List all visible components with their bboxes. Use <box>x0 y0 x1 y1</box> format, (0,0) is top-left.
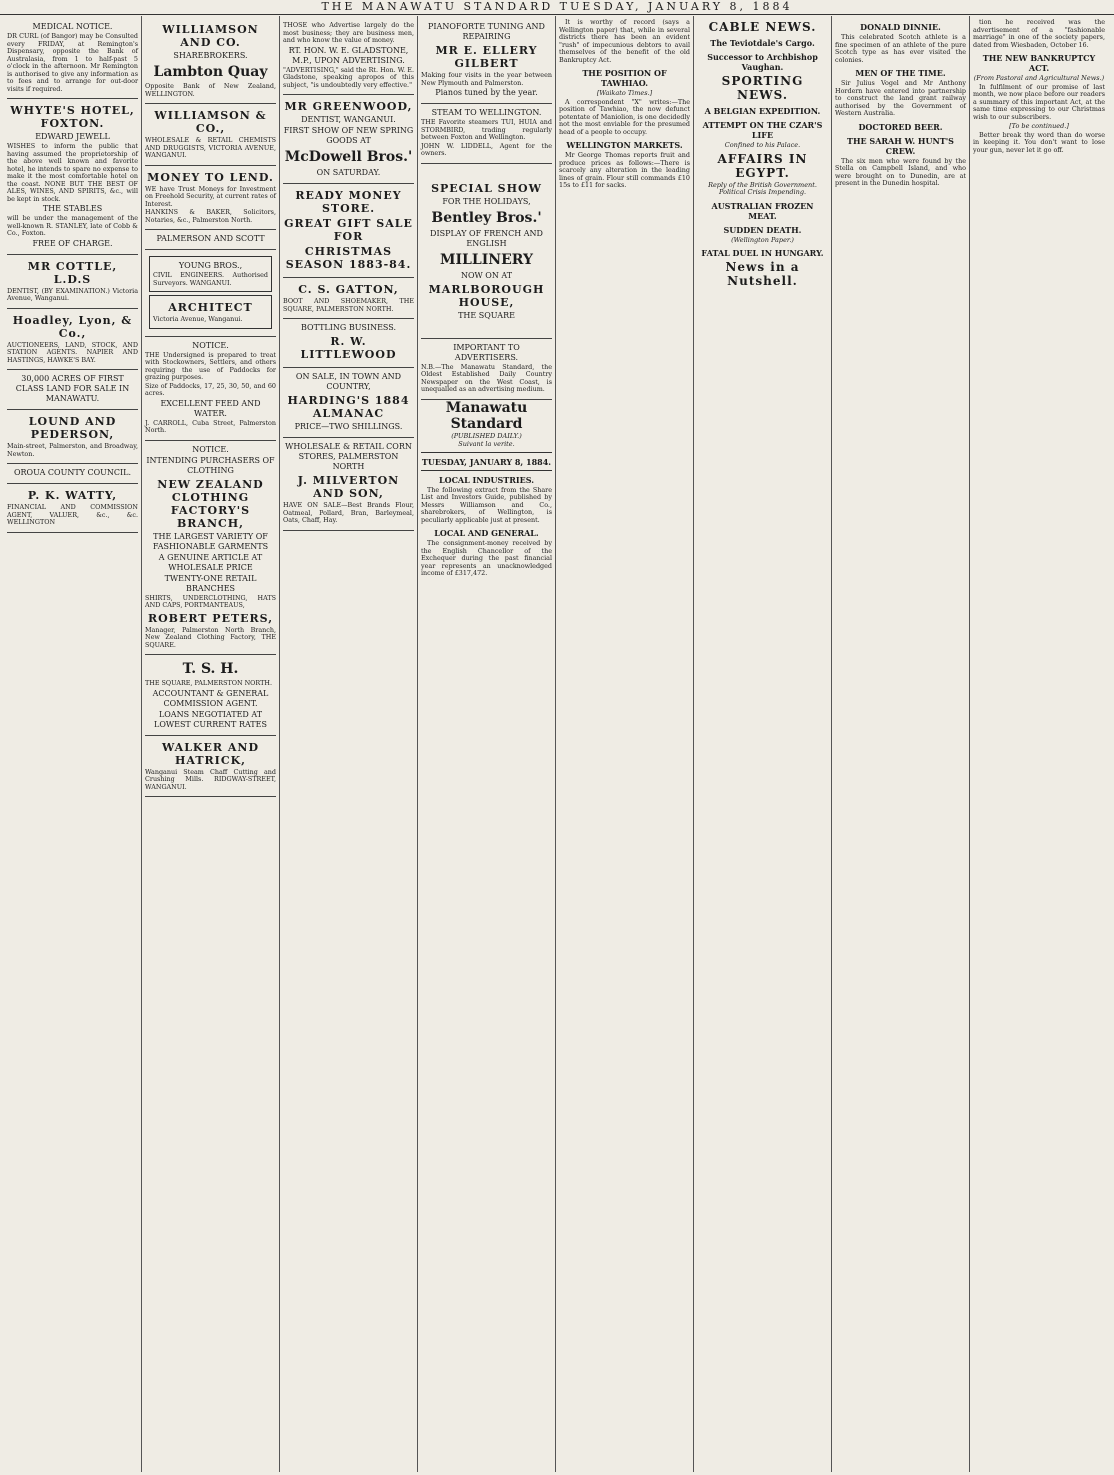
frozen-meat-title: AUSTRALIAN FROZEN MEAT. <box>711 200 814 221</box>
clothing-notice: NOTICE. <box>192 444 229 454</box>
hotel-proprietor: EDWARD JEWELL <box>35 132 110 141</box>
sharebrokers-title: WILLIAMSON AND CO. <box>162 23 259 49</box>
sharebrokers-sub: SHAREBROKERS. <box>173 51 248 60</box>
auctioneers-ad <box>7 309 138 371</box>
lound-sub: Main-street, Palmerston, and Broadway, Newton. <box>7 442 138 458</box>
markets-body: Mr George Thomas reports fruit and produce prices as follows:—There is scarcely any alteration in the leading lines of grain. Flour still commands £10 15s to £11 for sacks. <box>559 151 690 189</box>
tsh-ad <box>145 655 276 736</box>
land-title: 30,000 ACRES OF FIRST CLASS LAND FOR SALE IN MANAWATU. <box>15 374 130 403</box>
tawhiao-article <box>559 68 690 136</box>
czar-title: ATTEMPT ON THE CZAR'S LIFE <box>702 120 823 140</box>
engineers-title: YOUNG BROS., <box>178 261 243 270</box>
clothing-intending: INTENDING PURCHASERS OF CLOTHING <box>146 455 275 475</box>
greenwood-sub: DENTIST, WANGANUI. <box>301 115 396 124</box>
men-title: MEN OF THE TIME. <box>855 68 946 78</box>
lound-title: LOUND AND PEDERSON, <box>28 415 117 441</box>
column-5 <box>556 16 694 1472</box>
beer-article <box>835 122 966 132</box>
date-rule <box>421 470 552 471</box>
chemists-ad <box>145 104 276 166</box>
holidays-line: FOR THE HOLIDAYS, <box>442 196 531 206</box>
architect-title: ARCHITECT <box>168 301 253 314</box>
column-8 <box>970 16 1108 1472</box>
piano-body: Making four visits in the year between New Plymouth and Palmerston. <box>421 71 552 87</box>
column-4 <box>418 16 556 1472</box>
milverton-body: HAVE ON SALE—Best Brands Flour, Oatmeal, Pollard, Bran, Barleymeal, Oats, Chaff, Hay. <box>283 501 414 524</box>
bankruptcy-note <box>559 19 690 64</box>
dentist-ad <box>7 255 138 309</box>
auctioneers-sub: AUCTIONEERS, LAND, STOCK, AND STATION AGENTS. NAPIER AND HASTINGS, HAWKE'S BAY. <box>7 340 138 364</box>
column-2 <box>142 16 280 1472</box>
walker-ad <box>145 736 276 798</box>
millinery-ad <box>421 164 552 339</box>
beer-title: DOCTORED BEER. <box>858 121 943 132</box>
architect-sub: Victoria Avenue, Wanganui. <box>153 315 243 323</box>
column-3 <box>280 16 418 1472</box>
almanac-price: PRICE—TWO SHILLINGS. <box>294 422 403 431</box>
czar-sub: Confined to his Palace. <box>724 141 801 149</box>
clothing-manager-sub: Manager, Palmerston North Branch, New Zealand Clothing Factory, THE SQUARE. <box>145 625 276 649</box>
millinery-title: MILLINERY <box>440 251 533 268</box>
engineers-box <box>149 256 272 292</box>
men-body: Sir Julius Vogel and Mr Anthony Hordern have entered into partnership to construct the land grant railway authorised by the Government of Western Australia. <box>835 79 966 117</box>
editorial-section <box>421 400 552 578</box>
corn-stores-title: WHOLESALE & RETAIL CORN STORES, PALMERSTON NORTH <box>285 442 412 471</box>
sharebrokers-ad <box>145 18 276 104</box>
engineers-sub: CIVIL ENGINEERS. Authorised Surveyors. WANGANUI. <box>153 271 268 287</box>
stables-title: THE STABLES <box>42 204 103 213</box>
gatton-ad <box>283 278 414 319</box>
clothing-shirts: SHIRTS, UNDERCLOTHING, HATS AND CAPS, PORTMANTEAUS, <box>145 593 276 609</box>
free-of-charge: FREE OF CHARGE. <box>32 238 113 248</box>
lambton-quay: Lambton Quay <box>153 64 268 80</box>
advertisers-notice <box>421 339 552 400</box>
advertisers-title: IMPORTANT TO ADVERTISERS. <box>453 342 520 362</box>
clothing-manager: ROBERT PETERS, <box>147 611 274 625</box>
greenwood-ad <box>283 95 414 184</box>
walker-title: WALKER AND HATRICK, <box>162 740 259 767</box>
milverton-title: J. MILVERTON AND SON, <box>297 474 400 500</box>
paddocks-feed: EXCELLENT FEED AND WATER. <box>160 398 261 418</box>
nutshell-article <box>973 132 1105 155</box>
money-body: WE have Trust Moneys for Investment on Freehold Security, at current rates of Interest. <box>145 184 276 208</box>
sudden-death-source: (Wellington Paper.) <box>731 235 794 244</box>
bottling-ad <box>283 319 414 368</box>
corn-stores-ad <box>283 438 414 531</box>
editorial-rule <box>421 452 552 453</box>
piano-ad <box>421 18 552 104</box>
published-daily: (PUBLISHED DAILY.) <box>451 431 522 440</box>
chemists-title: WILLIAMSON & CO., <box>154 109 267 135</box>
gladstone-body: "ADVERTISING," said the Rt. Hon. W. E. Gladstone, speaking apropos of this subject, "is undoubtedly very effective." <box>283 65 414 89</box>
column-6 <box>694 16 832 1472</box>
palmerson-title: PALMERSON AND SCOTT <box>156 234 265 243</box>
nutshell-title: News in a Nutshell. <box>725 260 800 288</box>
clothing-factory: NEW ZEALAND CLOTHING FACTORY'S BRANCH, <box>157 477 264 530</box>
markets-article <box>559 140 690 190</box>
advertisers-body: N.B.—The Manawatu Standard, the Oldest Established Daily Country Newspaper on the West Coast, is unequalled as an advertising medium. <box>421 362 552 393</box>
palmerson-ad <box>145 230 276 250</box>
medical-notice-title: MEDICAL NOTICE. <box>32 22 113 31</box>
markets-title: WELLINGTON MARKETS. <box>566 140 683 150</box>
cable-section <box>697 20 828 288</box>
bankruptcy-body: In fulfilment of our promise of last month, we now place before our readers a summary of this important Act, at the same time expressing to our Christmas wish to our subscribers. <box>973 82 1105 121</box>
steam-body: THE Favorite steamers TUI, HUIA and STORMBIRD, trading regularly between Foxton and Wellington. <box>421 118 552 141</box>
lambton-sub: Opposite Bank of New Zealand, WELLINGTON. <box>145 82 276 98</box>
architect-box <box>149 295 272 329</box>
steam-ad <box>421 104 552 164</box>
cable-news-title: CABLE NEWS. <box>708 20 817 34</box>
almanac-title: HARDING'S 1884 ALMANAC <box>287 394 410 420</box>
bentley-title: Bentley Bros.' <box>431 209 542 226</box>
teviotdale-title: The Teviotdale's Cargo. <box>710 38 815 48</box>
duel-title: FATAL DUEL IN HUNGARY. <box>701 248 824 258</box>
almanac-sale: ON SALE, IN TOWN AND COUNTRY, <box>295 372 402 391</box>
bankruptcy-title: THE NEW BANKRUPTCY ACT. <box>982 53 1096 73</box>
wiesbaden-body: tion he received was the advertisement of a "fashionable marriage" in one of the society papers, dated from Wiesbaden, October 16. <box>973 18 1105 49</box>
paddocks-ad <box>145 337 276 441</box>
belgian-title: A BELGIAN EXPEDITION. <box>704 106 821 116</box>
clothing-branches: TWENTY-ONE RETAIL BRANCHES <box>164 573 257 593</box>
mcdowell-title: McDowell Bros.' <box>284 149 413 165</box>
tsh-sub: THE SQUARE, PALMERSTON NORTH. <box>145 679 272 687</box>
christmas-season: CHRISTMAS SEASON 1883-84. <box>285 245 412 271</box>
now-on-line: NOW ON AT <box>460 270 513 280</box>
motto: Suivant la verite. <box>458 440 515 448</box>
dinnie-body: This celebrated Scotch athlete is a fine specimen of an athlete of the pure Scotch type as has ever visited the colonies. <box>835 33 966 64</box>
saturday-line: ON SATURDAY. <box>316 168 381 177</box>
sudden-death-title: SUDDEN DEATH. <box>723 224 802 235</box>
gift-sale-title: GREAT GIFT SALE FOR <box>284 217 413 243</box>
bankruptcy-source: (From Pastoral and Agricultural News.) <box>973 74 1105 82</box>
tsh-title: T. S. H. <box>182 661 239 677</box>
county-council-ad <box>7 464 138 484</box>
masthead: THE MANAWATU STANDARD TUESDAY, JANUARY 8, 1884 <box>0 0 1114 15</box>
advertising-quote <box>283 18 414 95</box>
dentist-sub: DENTIST, (BY EXAMINATION.) Victoria Avenue, Wanganui. <box>7 286 138 302</box>
square-line: THE SQUARE <box>458 310 515 320</box>
men-article <box>835 68 966 118</box>
tawhiao-body: A correspondent "X" writes:—The position of Tawhiao, the now defunct potentate of Maniolion, is one decidedly not the most enviable for the presumed head of a people to occupy. <box>559 97 690 136</box>
land-ad <box>7 370 138 410</box>
paddocks-body: THE Undersigned is prepared to treat with Stockowners, Settlers, and others requiring the use of Paddocks for grazing purposes. <box>145 350 276 381</box>
gladstone-title: RT. HON. W. E. GLADSTONE, M.P., UPON ADVERTISING. <box>288 45 409 65</box>
lound-ad <box>7 410 138 464</box>
watty-ad <box>7 484 138 533</box>
paper-title: Manawatu Standard <box>445 399 528 432</box>
bottling-name: R. W. LITTLEWOOD <box>300 335 397 361</box>
local-general-title: LOCAL AND GENERAL. <box>434 528 539 538</box>
tawhiao-title: THE POSITION OF TAWHIAO. <box>582 68 667 88</box>
walker-sub: Wanganui Steam Chaff Cutting and Crushing Mills. RIDGWAY-STREET, WANGANUI. <box>145 767 276 791</box>
tsh-loans: LOANS NEGOTIATED AT LOWEST CURRENT RATES <box>154 709 267 729</box>
piano-tuned: Pianos tuned by the year. <box>435 88 538 97</box>
clothing-largest: THE LARGEST VARIETY OF FASHIONABLE GARMENTS <box>152 531 269 551</box>
bottling-title: BOTTLING BUSINESS. <box>301 323 396 332</box>
engineers-ad <box>145 250 276 337</box>
money-ad <box>145 166 276 231</box>
column-7 <box>832 16 970 1472</box>
medical-notice-body: DR CURL (of Bangor) may be Consulted every FRIDAY, at Remington's Dispensary, opposite the Bank of Australasia, from 1 to half-past 5 o'clock in the afternoon. Mr Remington is authorised to give any information as to fees and to arrange for out-door visits if required. <box>7 32 138 93</box>
ready-money-title: READY MONEY STORE. <box>295 189 402 215</box>
watty-title: P. K. WATTY, <box>27 489 118 502</box>
crew-title: THE SARAH W. HUNT'S CREW. <box>847 135 954 156</box>
hotel-title: WHYTE'S HOTEL, FOXTON. <box>10 104 135 130</box>
tawhiao-source: [Waikato Times.] <box>596 89 653 97</box>
wiesbaden-article <box>973 19 1105 49</box>
piano-title: PIANOFORTE TUNING AND REPAIRING <box>428 22 545 41</box>
dinnie-article <box>835 22 966 64</box>
watty-sub: FINANCIAL AND COMMISSION AGENT, VALUER, &c., &c. WELLINGTON <box>7 503 138 526</box>
display-line: DISPLAY OF FRENCH AND ENGLISH <box>430 228 543 248</box>
paddocks-notice: NOTICE. <box>192 340 229 350</box>
hotel-ad <box>7 99 138 255</box>
medical-notice <box>7 18 138 99</box>
chemists-sub: WHOLESALE & RETAIL CHEMISTS AND DRUGGISTS, VICTORIA AVENUE, WANGANUI. <box>145 136 276 159</box>
nutshell-body: Better break thy word than do worse in keeping it. You don't want to lose your gun, never let it go off. <box>973 130 1105 154</box>
local-industries-body: The following extract from the Share List and Investors Guide, published by Messrs Williamson and Co., sharebrokers, of Wellington, is peculiarly applicable just at present. <box>421 485 552 524</box>
dinnie-title: DONALD DINNIE. <box>860 22 941 32</box>
newspaper-columns <box>4 16 1110 1472</box>
egypt-sub: Reply of the British Government. Political Crisis Impending. <box>708 180 817 196</box>
gatton-title: C. S. GATTON, <box>298 283 399 296</box>
hotel-body: WISHES to inform the public that having assumed the proprietorship of the above well known and favorite hotel, he intends to spare no expense to make it the most comfortable hotel on the coast. NONE BUT THE BEST OF ALES, WINES, AND SPIRITS, &c., will be kept in stock. <box>7 142 138 203</box>
paddocks-contact: J. CARROLL, Cuba Street, Palmerston North. <box>145 418 276 434</box>
auctioneers-title: Hoadley, Lyon, & Co., <box>12 313 133 340</box>
piano-name: MR E. ELLERY GILBERT <box>435 44 538 70</box>
almanac-ad <box>283 368 414 438</box>
sporting-news-title: SPORTING NEWS. <box>721 74 804 102</box>
local-general-body: The consignment-money received by the English Chancellor of the Exchequer during the past financial year represents an unacknowledged income of £317,472. <box>421 539 552 577</box>
money-title: MONEY TO LEND. <box>147 170 274 184</box>
bankruptcy-article <box>973 53 1105 131</box>
clothing-ad <box>145 441 276 656</box>
to-be-continued: [To be continued.] <box>1009 122 1069 130</box>
spring-show: FIRST SHOW OF NEW SPRING GOODS AT <box>283 126 414 145</box>
clothing-genuine: A GENUINE ARTICLE AT WHOLESALE PRICE <box>158 552 263 572</box>
house-title: MARLBOROUGH HOUSE, <box>428 282 545 309</box>
vaughan-title: Successor to Archbishop Vaughan. <box>707 52 818 72</box>
money-solicitors: HANKINS & BAKER, Solicitors, Notaries, &c., Palmerston North. <box>145 208 276 224</box>
steam-title: STEAM TO WELLINGTON. <box>431 108 542 117</box>
county-council-title: OROUA COUNTY COUNCIL. <box>13 468 132 477</box>
local-industries-title: LOCAL INDUSTRIES. <box>438 474 535 485</box>
gatton-sub: BOOT AND SHOEMAKER, THE SQUARE, PALMERSTON NORTH. <box>283 297 414 313</box>
crew-article <box>835 136 966 188</box>
greenwood-title: MR GREENWOOD, <box>284 100 413 113</box>
special-show: SPECIAL SHOW <box>431 181 542 195</box>
crew-body: The six men who were found by the Stella on Campbell Island, and who were brought on to Dunedin, are at present in the Dunedin hospital. <box>835 156 966 187</box>
bankruptcy-note-body: It is worthy of record (says a Wellington paper) that, while in several districts there has been an evident "rush" of impecunious debtors to avail themselves of the benefit of the old Bankruptcy Act. <box>559 18 690 64</box>
dentist-title: MR COTTLE, L.D.S <box>27 259 118 286</box>
advertising-quote-body: THOSE who Advertise largely do the most business; they are business men, and who know the value of money. <box>283 21 414 44</box>
stables-body: will be under the management of the well-known R. STANLEY, late of Cobb & Co., Foxton. <box>7 214 138 237</box>
column-1 <box>4 16 142 1472</box>
gift-sale-ad <box>283 184 414 278</box>
tsh-accountant: ACCOUNTANT & GENERAL COMMISSION AGENT. <box>152 688 269 708</box>
issue-date: TUESDAY, JANUARY 8, 1884. <box>421 456 552 467</box>
steam-agent: JOHN W. LIDDELL, Agent for the owners. <box>421 141 552 157</box>
paddocks-sizes: Size of Paddocks, 17, 25, 30, 50, and 60 acres. <box>145 381 276 397</box>
egypt-title: AFFAIRS IN EGYPT. <box>717 151 808 180</box>
